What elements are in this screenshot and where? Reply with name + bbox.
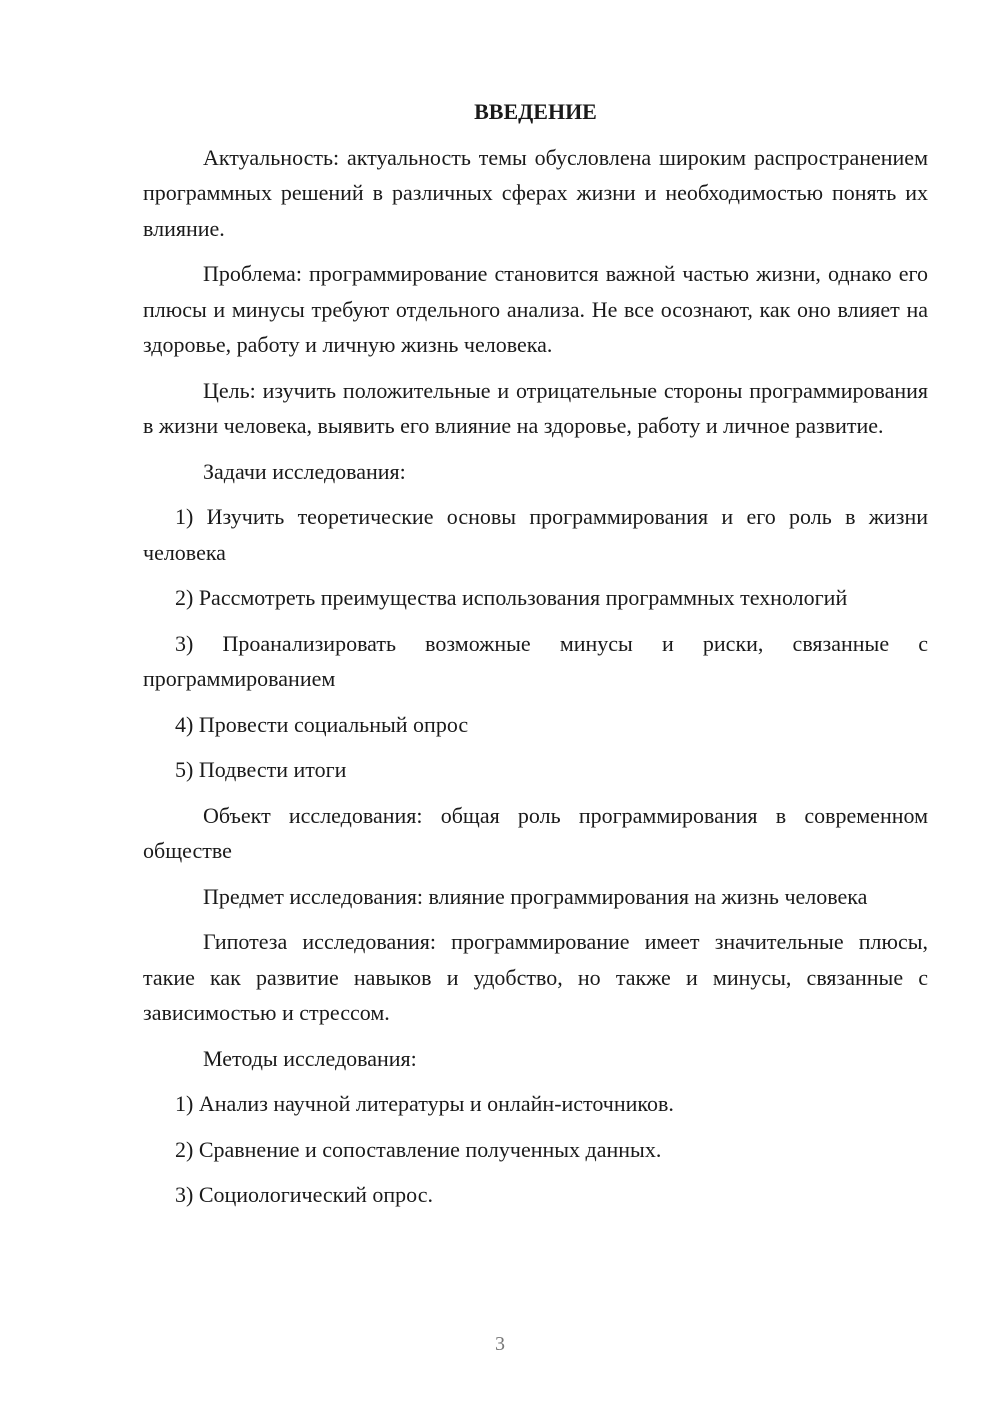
goal-paragraph: Цель: изучить положительные и отрицательные стороны программирования в жизни человека, выявить его влияние на здоровье, работу и личное развитие. [143,377,928,438]
object-paragraph: Объект исследования: общая роль программирования в современном обществе [143,802,928,863]
task-item: 1) Изучить теоретические основы программирования и его роль в жизни человека [143,504,928,565]
task-item: 3) Проанализировать возможные минусы и риски, связанные с программированием [143,630,928,691]
methods-heading: Методы исследования: [203,1045,417,1071]
relevance-paragraph: Актуальность: актуальность темы обусловлена широким распространением программных решений в различных сферах жизни и необходимостью понять их влияние. [143,144,928,241]
task-item: 2) Рассмотреть преимущества использования программных технологий [175,585,848,610]
method-item: 3) Социологический опрос. [175,1182,433,1207]
section-title: ВВЕДЕНИЕ [474,99,597,124]
subject-paragraph: Предмет исследования: влияние программирования на жизнь человека [203,883,868,909]
problem-paragraph: Проблема: программирование становится важной частью жизни, однако его плюсы и минусы требуют отдельного анализа. Не все осознают, как оно влияет на здоровье, работу и личную жизнь человека. [143,261,928,357]
task-item: 5) Подвести итоги [175,757,347,782]
tasks-heading: Задачи исследования: [203,458,406,484]
page-number: 3 [495,1333,505,1355]
hypothesis-paragraph: Гипотеза исследования: программирование имеет значительные плюсы, такие как развитие навыков и удобство, но также и минусы, связанные с зависимостью и стрессом. [143,929,928,1025]
method-item: 2) Сравнение и сопоставление полученных данных. [175,1136,662,1162]
task-item: 4) Провести социальный опрос [175,711,469,737]
document-body [143,94,928,1223]
method-item: 1) Анализ научной литературы и онлайн-источников. [175,1091,674,1116]
